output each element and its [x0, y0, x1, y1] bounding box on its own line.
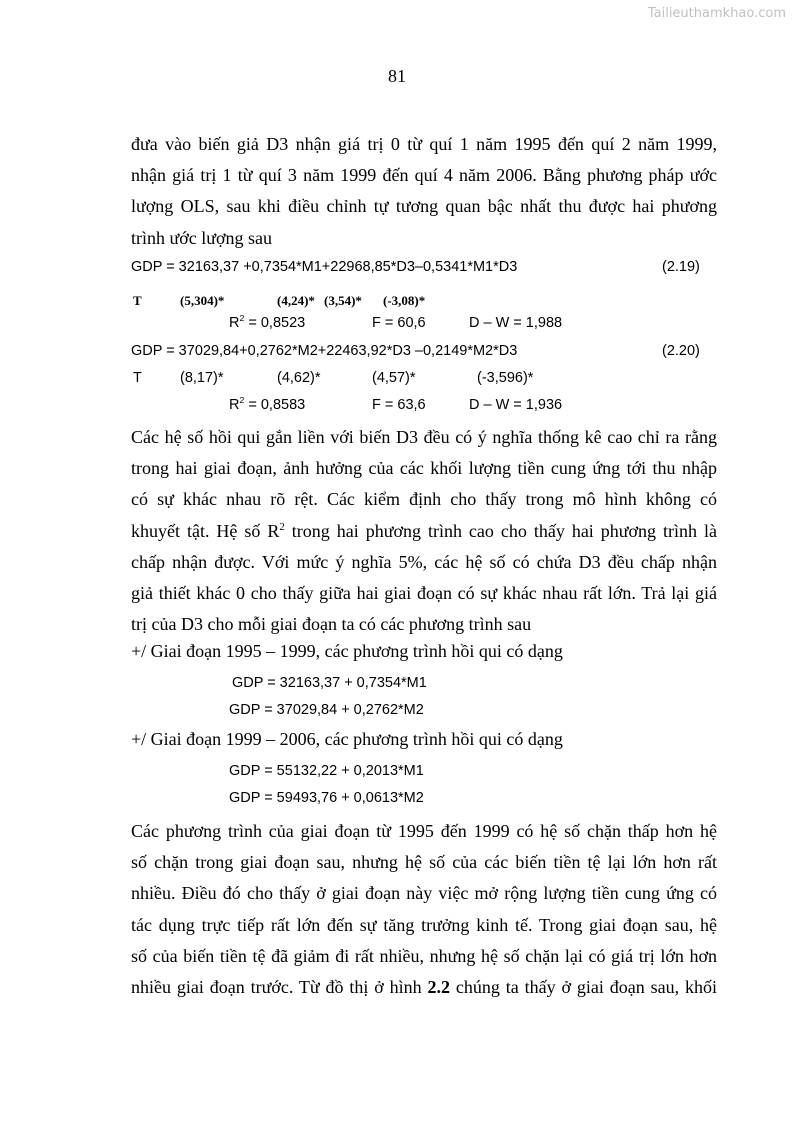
t-statistic: (8,17)* [180, 370, 224, 386]
text-line: có sự khác nhau rõ rệt. Các kiểm định cho thấy trong mô hình không có [131, 489, 717, 510]
t-statistic: (3,54)* [324, 293, 362, 308]
text-line: tác dụng trực tiếp rất lớn đến sự tăng trưởng kinh tế. Trong giai đoạn sau, hệ [131, 914, 717, 935]
t-statistic: (5,304)* [180, 293, 225, 308]
figure-reference: 2.2 [427, 977, 451, 998]
t-statistic: (4,62)* [277, 370, 321, 386]
regression-equation: GDP = 32163,37 + 0,7354*M1 [232, 675, 427, 691]
paragraph-intro [131, 129, 717, 254]
text-line: số chặn trong giai đoạn sau, nhưng hệ số của các biến tiền tệ lại lớn hơn rất [131, 852, 717, 873]
t-statistic: (-3,08)* [383, 293, 426, 308]
t-label: T [133, 370, 142, 386]
r-squared: $R^2 = 0,8523$ [229, 313, 306, 331]
text-line: số của biến tiền tệ đã giảm đi rất nhiều, nhưng hệ số chặn lại có giá trị lớn hơn [131, 945, 717, 966]
text-line: đưa vào biến giả D3 nhận giá trị 0 từ quí 1 năm 1995 đến quí 2 năm 1999, [131, 134, 717, 154]
equation-2-20: GDP = 37029,84+0,2762*M2+22463,92*D3 –0,2149*M2*D3 [131, 343, 518, 359]
text-line: lượng OLS, sau khi điều chỉnh tự tương quan bậc nhất thu được hai phương [131, 196, 717, 217]
period-heading: +/ Giai đoạn 1999 – 2006, các phương trình hồi qui có dạng [131, 729, 563, 749]
t-statistic: (4,24)* [277, 293, 315, 308]
regression-equation: GDP = 37029,84 + 0,2762*M2 [229, 702, 424, 718]
text-line: trình ước lượng sau [131, 227, 273, 248]
watermark: Tailieuthamkhao.com [647, 6, 786, 21]
equation-number: (2.20) [662, 343, 700, 359]
regression-equation: GDP = 55132,22 + 0,2013*M1 [229, 763, 424, 779]
page-number: 81 [388, 66, 406, 86]
f-statistic: F = 63,6 [372, 397, 426, 413]
text-line: Các hệ số hồi qui gắn liền với biến D3 đều có ý nghĩa thống kê cao chỉ ra rằng [131, 427, 717, 447]
text-line: chấp nhận được. Với mức ý nghĩa 5%, các hệ số có chứa D3 đều chấp nhận [131, 551, 717, 572]
text-line: Các phương trình của giai đoạn từ 1995 đến 1999 có hệ số chặn thấp hơn hệ [131, 821, 717, 841]
r-squared: $R^2 = 0,8583$ [229, 395, 306, 413]
text-line: trị của D3 cho mỗi giai đoạn ta có các phương trình sau [131, 614, 532, 635]
paragraph-coefficients [131, 422, 717, 640]
text-line: trong hai giai đoạn, ảnh hưởng của các khối lượng tiền cung ứng tới thu nhập [131, 458, 717, 479]
t-label: T [133, 293, 142, 308]
text-line: nhận giá trị 1 từ quí 3 năm 1999 đến quí 4 năm 2006. Bằng phương pháp ước [131, 165, 717, 186]
regression-equation: GDP = 59493,76 + 0,0613*M2 [229, 790, 424, 806]
durbin-watson: D – W = 1,988 [469, 315, 563, 331]
paragraph-conclusion [131, 816, 717, 1003]
equation-number: (2.19) [662, 259, 700, 275]
durbin-watson: D – W = 1,936 [469, 397, 563, 413]
period-heading: +/ Giai đoạn 1995 – 1999, các phương trình hồi qui có dạng [131, 641, 563, 661]
equation-2-19: GDP = 32163,37 +0,7354*M1+22968,85*D3–0,5341*M1*D3 [131, 259, 518, 275]
t-statistic: (-3,596)* [477, 370, 534, 386]
text-line: nhiều. Điều đó cho thấy ở giai đoạn này việc mở rộng lượng tiền cung ứng có [131, 883, 717, 904]
f-statistic: F = 60,6 [372, 315, 426, 331]
text-line: nhiều giai đoạn trước. Từ đồ thị ở hình 2.2 chúng ta thấy ở giai đoạn sau, khối [131, 977, 717, 998]
t-statistic: (4,57)* [372, 370, 416, 386]
text-line: giả thiết khác 0 cho thấy giữa hai giai đoạn có sự khác nhau rất lớn. Trả lại giá [131, 583, 717, 604]
text-line: khuyết tật. Hệ số $R^2$ trong hai phương trình cao cho thấy hai phương trình là [131, 520, 717, 541]
